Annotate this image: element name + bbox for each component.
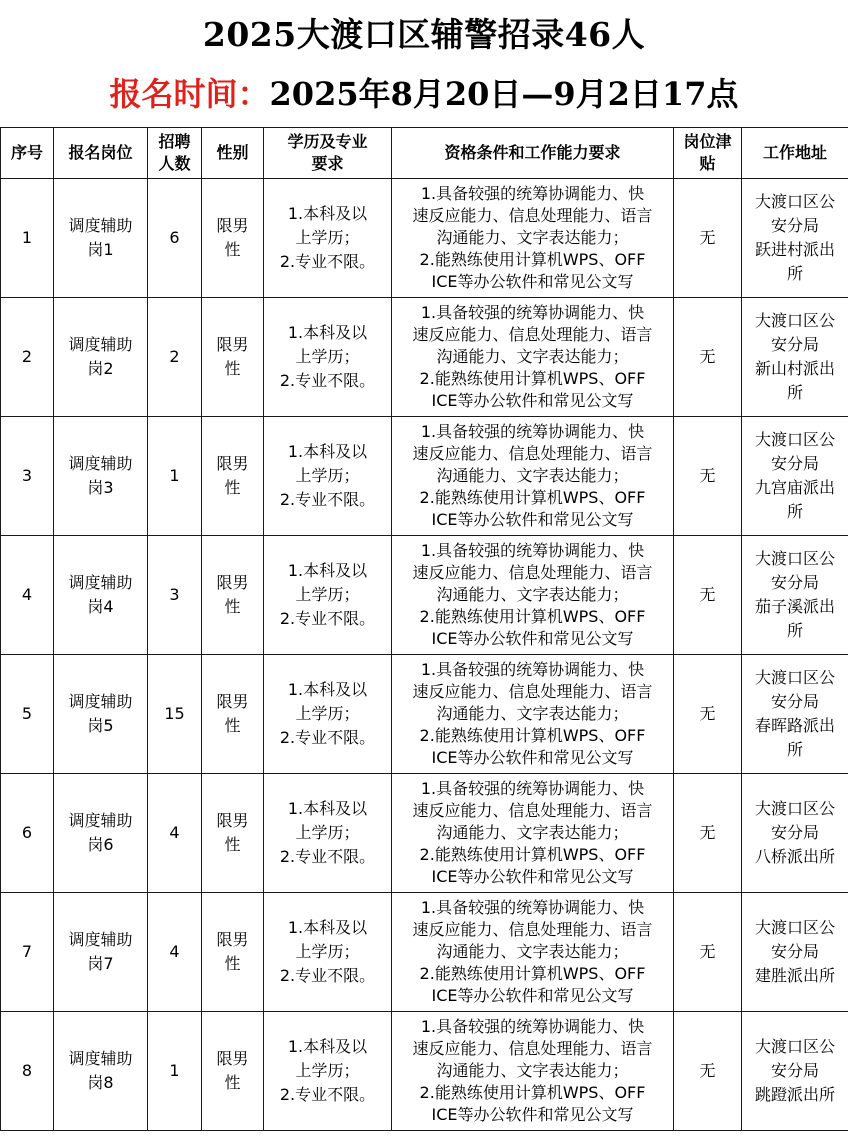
cell-no: 8 [1,1012,54,1131]
cell-address: 大渡口区公 安分局 春晖路派出 所 [742,655,848,774]
cell-education: 1.本科及以 上学历； 2.专业不限。 [264,298,392,417]
cell-count: 1 [148,417,202,536]
cell-gender: 限男 性 [202,536,264,655]
cell-requirements: 1.具备较强的统筹协调能力、快 速反应能力、信息处理能力、语言 沟通能力、文字表达能力； 2.能熟练使用计算机WPS、OFF ICE等办公软件和常见公文写 [392,298,674,417]
cell-gender: 限男 性 [202,417,264,536]
cell-gender: 限男 性 [202,774,264,893]
cell-post: 调度辅助 岗1 [54,179,148,298]
header-col-count: 招聘 人数 [148,128,202,179]
cell-requirements: 1.具备较强的统筹协调能力、快 速反应能力、信息处理能力、语言 沟通能力、文字表达能力； 2.能熟练使用计算机WPS、OFF ICE等办公软件和常见公文写 [392,774,674,893]
cell-count: 6 [148,179,202,298]
cell-education: 1.本科及以 上学历； 2.专业不限。 [264,536,392,655]
header-col-address: 工作地址 [742,128,848,179]
registration-time-label: 报名时间： [109,75,270,113]
cell-address: 大渡口区公 安分局 八桥派出所 [742,774,848,893]
cell-gender: 限男 性 [202,1012,264,1131]
cell-allowance: 无 [674,179,742,298]
cell-no: 4 [1,536,54,655]
cell-no: 7 [1,893,54,1012]
table-row [1,655,848,774]
cell-count: 2 [148,298,202,417]
registration-time-value: 2025年8月20日—9月2日17点 [269,75,739,113]
cell-gender: 限男 性 [202,655,264,774]
cell-address: 大渡口区公 安分局 新山村派出 所 [742,298,848,417]
header-col-allowance: 岗位津 贴 [674,128,742,179]
cell-education: 1.本科及以 上学历； 2.专业不限。 [264,179,392,298]
table-row [1,893,848,1012]
header-col-education: 学历及专业 要求 [264,128,392,179]
cell-education: 1.本科及以 上学历； 2.专业不限。 [264,1012,392,1131]
cell-post: 调度辅助 岗6 [54,774,148,893]
cell-gender: 限男 性 [202,179,264,298]
header-col-requirements: 资格条件和工作能力要求 [392,128,674,179]
cell-allowance: 无 [674,536,742,655]
cell-requirements: 1.具备较强的统筹协调能力、快 速反应能力、信息处理能力、语言 沟通能力、文字表达能力； 2.能熟练使用计算机WPS、OFF ICE等办公软件和常见公文写 [392,893,674,1012]
positions-table [0,127,848,1131]
cell-requirements: 1.具备较强的统筹协调能力、快 速反应能力、信息处理能力、语言 沟通能力、文字表达能力； 2.能熟练使用计算机WPS、OFF ICE等办公软件和常见公文写 [392,536,674,655]
cell-post: 调度辅助 岗8 [54,1012,148,1131]
table-row [1,417,848,536]
cell-allowance: 无 [674,655,742,774]
cell-allowance: 无 [674,417,742,536]
page-title: 2025大渡口区辅警招录46人 [202,15,646,54]
table-row [1,298,848,417]
cell-allowance: 无 [674,774,742,893]
cell-education: 1.本科及以 上学历； 2.专业不限。 [264,774,392,893]
cell-count: 1 [148,1012,202,1131]
cell-gender: 限男 性 [202,893,264,1012]
header-col-no: 序号 [1,128,54,179]
cell-no: 2 [1,298,54,417]
table-row [1,179,848,298]
cell-count: 4 [148,774,202,893]
cell-post: 调度辅助 岗3 [54,417,148,536]
cell-allowance: 无 [674,298,742,417]
cell-requirements: 1.具备较强的统筹协调能力、快 速反应能力、信息处理能力、语言 沟通能力、文字表达能力； 2.能熟练使用计算机WPS、OFF ICE等办公软件和常见公文写 [392,1012,674,1131]
cell-address: 大渡口区公 安分局 茄子溪派出 所 [742,536,848,655]
cell-education: 1.本科及以 上学历； 2.专业不限。 [264,655,392,774]
cell-requirements: 1.具备较强的统筹协调能力、快 速反应能力、信息处理能力、语言 沟通能力、文字表达能力； 2.能熟练使用计算机WPS、OFF ICE等办公软件和常见公文写 [392,417,674,536]
header-col-gender: 性别 [202,128,264,179]
registration-time [0,72,848,116]
header-col-post: 报名岗位 [54,128,148,179]
table-row [1,536,848,655]
cell-requirements: 1.具备较强的统筹协调能力、快 速反应能力、信息处理能力、语言 沟通能力、文字表达能力； 2.能熟练使用计算机WPS、OFF ICE等办公软件和常见公文写 [392,179,674,298]
cell-post: 调度辅助 岗7 [54,893,148,1012]
cell-no: 5 [1,655,54,774]
table-row [1,774,848,893]
cell-address: 大渡口区公 安分局 九宫庙派出 所 [742,417,848,536]
cell-post: 调度辅助 岗4 [54,536,148,655]
cell-gender: 限男 性 [202,298,264,417]
cell-allowance: 无 [674,1012,742,1131]
table-body [1,179,848,1131]
cell-education: 1.本科及以 上学历； 2.专业不限。 [264,417,392,536]
cell-education: 1.本科及以 上学历； 2.专业不限。 [264,893,392,1012]
cell-no: 6 [1,774,54,893]
cell-allowance: 无 [674,893,742,1012]
cell-address: 大渡口区公 安分局 建胜派出所 [742,893,848,1012]
table-row [1,1012,848,1131]
cell-count: 15 [148,655,202,774]
cell-address: 大渡口区公 安分局 跳蹬派出所 [742,1012,848,1131]
cell-address: 大渡口区公 安分局 跃进村派出 所 [742,179,848,298]
cell-no: 3 [1,417,54,536]
cell-requirements: 1.具备较强的统筹协调能力、快 速反应能力、信息处理能力、语言 沟通能力、文字表达能力； 2.能熟练使用计算机WPS、OFF ICE等办公软件和常见公文写 [392,655,674,774]
cell-count: 3 [148,536,202,655]
cell-count: 4 [148,893,202,1012]
cell-post: 调度辅助 岗5 [54,655,148,774]
cell-no: 1 [1,179,54,298]
table-header-row [1,128,848,179]
cell-post: 调度辅助 岗2 [54,298,148,417]
